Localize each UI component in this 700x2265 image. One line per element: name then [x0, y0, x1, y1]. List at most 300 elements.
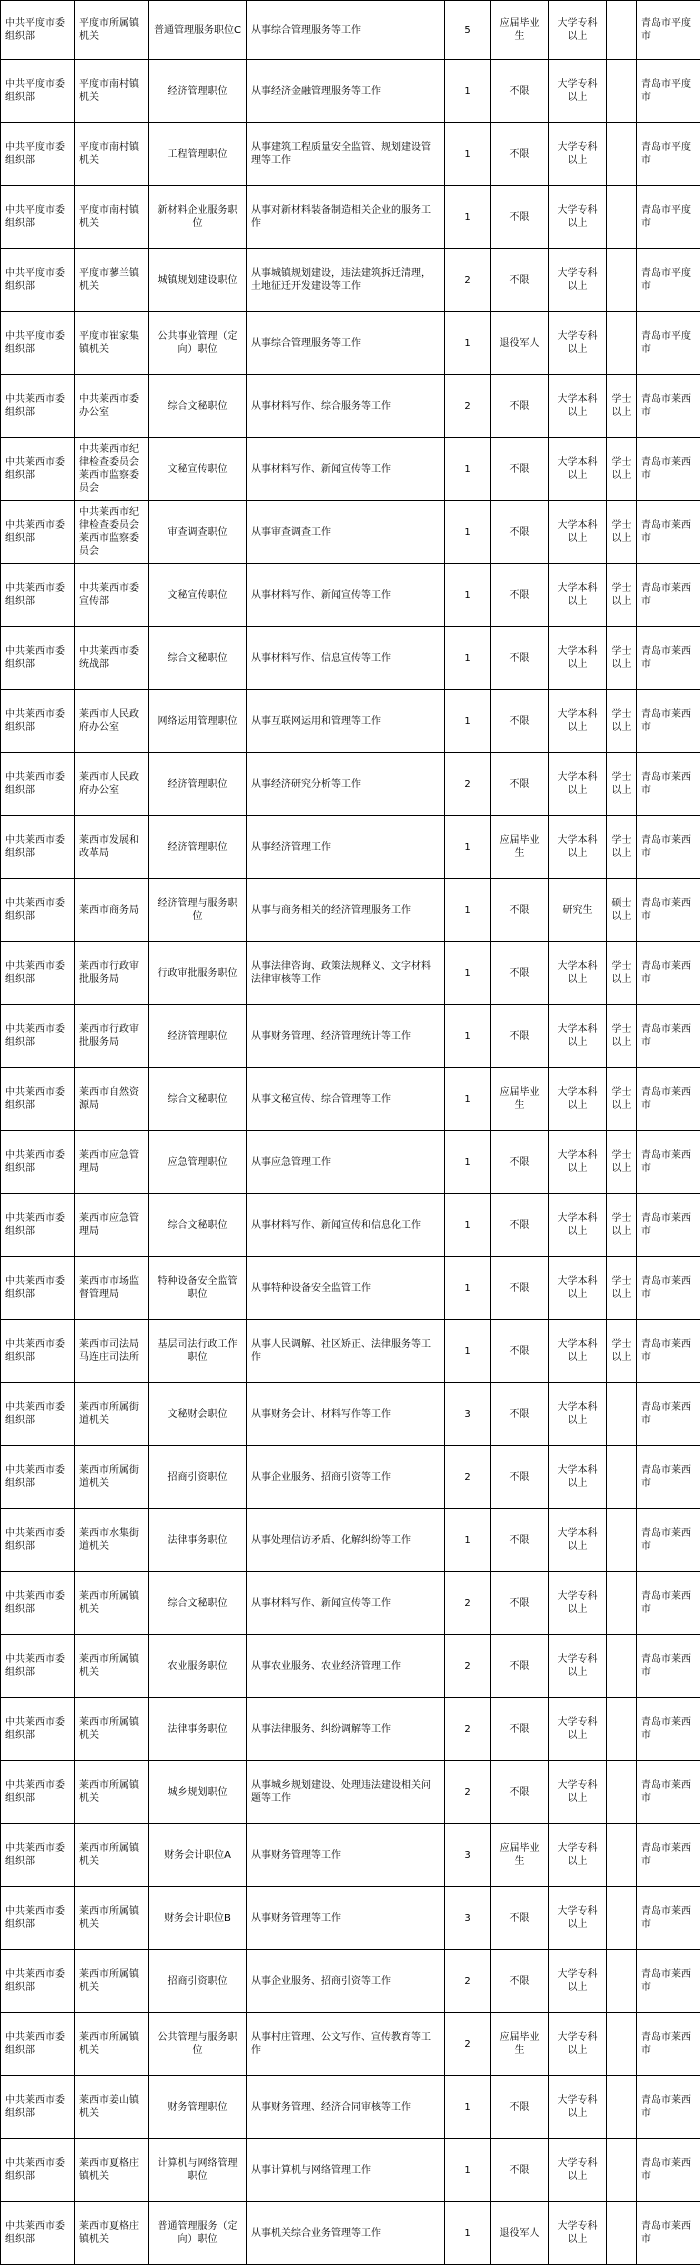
location-cell: 青岛市莱西市 — [637, 564, 700, 627]
table-row — [1, 1, 700, 60]
position-cell: 公共管理与服务职位 — [149, 2013, 247, 2076]
degree-cell — [607, 312, 637, 375]
education-cell: 大学本科以上 — [549, 501, 607, 564]
headcount-cell: 1 — [445, 186, 491, 249]
degree-cell: 学士以上 — [607, 942, 637, 1005]
job-description-cell: 从事农业服务、农业经济管理工作 — [247, 1635, 445, 1698]
position-cell: 财务会计职位B — [149, 1887, 247, 1950]
location-cell: 青岛市莱西市 — [637, 1761, 700, 1824]
location-cell: 青岛市莱西市 — [637, 816, 700, 879]
applicant-type-cell: 不限 — [491, 249, 549, 312]
degree-cell: 学士以上 — [607, 753, 637, 816]
education-cell: 大学本科以上 — [549, 1383, 607, 1446]
recruiting-unit-cell: 中共莱西市委组织部 — [1, 1320, 75, 1383]
degree-cell: 学士以上 — [607, 1194, 637, 1257]
location-cell: 青岛市莱西市 — [637, 375, 700, 438]
job-description-cell: 从事企业服务、招商引资等工作 — [247, 1446, 445, 1509]
degree-cell — [607, 1446, 637, 1509]
location-cell: 青岛市莱西市 — [637, 1887, 700, 1950]
employer-cell: 莱西市行政审批服务局 — [75, 1005, 149, 1068]
employer-cell: 中共莱西市委宣传部 — [75, 564, 149, 627]
position-cell: 综合文秘职位 — [149, 1194, 247, 1257]
education-cell: 大学本科以上 — [549, 1194, 607, 1257]
applicant-type-cell: 应届毕业生 — [491, 1068, 549, 1131]
table-row — [1, 690, 700, 753]
applicant-type-cell: 应届毕业生 — [491, 1, 549, 60]
position-cell: 财务会计职位A — [149, 1824, 247, 1887]
headcount-cell: 1 — [445, 942, 491, 1005]
employer-cell: 莱西市发展和改革局 — [75, 816, 149, 879]
table-row — [1, 375, 700, 438]
employer-cell: 莱西市所属镇机关 — [75, 1761, 149, 1824]
headcount-cell: 3 — [445, 1824, 491, 1887]
degree-cell — [607, 123, 637, 186]
applicant-type-cell: 退役军人 — [491, 312, 549, 375]
degree-cell: 学士以上 — [607, 690, 637, 753]
applicant-type-cell: 不限 — [491, 1194, 549, 1257]
job-description-cell: 从事综合管理服务等工作 — [247, 312, 445, 375]
applicant-type-cell: 应届毕业生 — [491, 2013, 549, 2076]
education-cell: 大学本科以上 — [549, 375, 607, 438]
headcount-cell: 3 — [445, 1383, 491, 1446]
location-cell: 青岛市莱西市 — [637, 1257, 700, 1320]
job-description-cell: 从事企业服务、招商引资等工作 — [247, 1950, 445, 2013]
position-cell: 招商引资职位 — [149, 1446, 247, 1509]
recruiting-unit-cell: 中共莱西市委组织部 — [1, 1509, 75, 1572]
table-row — [1, 1761, 700, 1824]
table-row — [1, 627, 700, 690]
education-cell: 大学本科以上 — [549, 1068, 607, 1131]
recruiting-unit-cell: 中共莱西市委组织部 — [1, 627, 75, 690]
job-description-cell: 从事计算机与网络管理工作 — [247, 2139, 445, 2202]
degree-cell: 学士以上 — [607, 438, 637, 501]
headcount-cell: 3 — [445, 1887, 491, 1950]
position-cell: 工程管理职位 — [149, 123, 247, 186]
education-cell: 大学本科以上 — [549, 1509, 607, 1572]
recruiting-unit-cell: 中共莱西市委组织部 — [1, 1194, 75, 1257]
degree-cell: 学士以上 — [607, 1257, 637, 1320]
table-row — [1, 2202, 700, 2265]
applicant-type-cell: 不限 — [491, 1131, 549, 1194]
employer-cell: 中共莱西市纪律检查委员会莱西市监察委员会 — [75, 501, 149, 564]
table-row — [1, 2139, 700, 2202]
job-description-cell: 从事人民调解、社区矫正、法律服务等工作 — [247, 1320, 445, 1383]
headcount-cell: 2 — [445, 753, 491, 816]
table-row — [1, 1509, 700, 1572]
degree-cell — [607, 1887, 637, 1950]
recruiting-unit-cell: 中共莱西市委组织部 — [1, 2202, 75, 2265]
recruiting-unit-cell: 中共莱西市委组织部 — [1, 816, 75, 879]
education-cell: 大学专科以上 — [549, 1761, 607, 1824]
table-row — [1, 312, 700, 375]
degree-cell — [607, 186, 637, 249]
education-cell: 大学本科以上 — [549, 690, 607, 753]
applicant-type-cell: 不限 — [491, 1320, 549, 1383]
position-cell: 经济管理职位 — [149, 60, 247, 123]
location-cell: 青岛市莱西市 — [637, 438, 700, 501]
headcount-cell: 1 — [445, 1320, 491, 1383]
headcount-cell: 1 — [445, 879, 491, 942]
recruiting-unit-cell: 中共平度市委组织部 — [1, 123, 75, 186]
recruiting-unit-cell: 中共莱西市委组织部 — [1, 2013, 75, 2076]
table-row — [1, 2013, 700, 2076]
education-cell: 大学专科以上 — [549, 312, 607, 375]
recruiting-unit-cell: 中共莱西市委组织部 — [1, 942, 75, 1005]
location-cell: 青岛市平度市 — [637, 249, 700, 312]
employer-cell: 莱西市姜山镇机关 — [75, 2076, 149, 2139]
employer-cell: 平度市南村镇机关 — [75, 186, 149, 249]
degree-cell — [607, 249, 637, 312]
applicant-type-cell: 不限 — [491, 942, 549, 1005]
degree-cell — [607, 1635, 637, 1698]
job-description-cell: 从事综合管理服务等工作 — [247, 1, 445, 60]
degree-cell: 学士以上 — [607, 1005, 637, 1068]
recruiting-unit-cell: 中共莱西市委组织部 — [1, 1761, 75, 1824]
headcount-cell: 1 — [445, 438, 491, 501]
job-description-cell: 从事材料写作、新闻宣传等工作 — [247, 1572, 445, 1635]
position-cell: 综合文秘职位 — [149, 1068, 247, 1131]
headcount-cell: 1 — [445, 1068, 491, 1131]
education-cell: 大学专科以上 — [549, 1950, 607, 2013]
table-row — [1, 1005, 700, 1068]
location-cell: 青岛市莱西市 — [637, 1446, 700, 1509]
headcount-cell: 5 — [445, 1, 491, 60]
location-cell: 青岛市莱西市 — [637, 1005, 700, 1068]
applicant-type-cell: 不限 — [491, 753, 549, 816]
education-cell: 大学专科以上 — [549, 2139, 607, 2202]
job-description-cell: 从事应急管理工作 — [247, 1131, 445, 1194]
location-cell: 青岛市莱西市 — [637, 1068, 700, 1131]
employer-cell: 莱西市夏格庄镇机关 — [75, 2139, 149, 2202]
job-description-cell: 从事材料写作、信息宣传等工作 — [247, 627, 445, 690]
employer-cell: 莱西市所属街道机关 — [75, 1383, 149, 1446]
headcount-cell: 1 — [445, 1257, 491, 1320]
degree-cell: 硕士以上 — [607, 879, 637, 942]
employer-cell: 中共莱西市委统战部 — [75, 627, 149, 690]
applicant-type-cell: 不限 — [491, 501, 549, 564]
education-cell: 大学专科以上 — [549, 2202, 607, 2265]
applicant-type-cell: 不限 — [491, 1635, 549, 1698]
position-cell: 法律事务职位 — [149, 1698, 247, 1761]
employer-cell: 莱西市所属镇机关 — [75, 1887, 149, 1950]
recruiting-unit-cell: 中共莱西市委组织部 — [1, 1005, 75, 1068]
table-row — [1, 753, 700, 816]
recruiting-unit-cell: 中共莱西市委组织部 — [1, 1824, 75, 1887]
education-cell: 大学本科以上 — [549, 1005, 607, 1068]
job-description-cell: 从事法律服务、纠纷调解等工作 — [247, 1698, 445, 1761]
education-cell: 大学本科以上 — [549, 816, 607, 879]
employer-cell: 莱西市所属镇机关 — [75, 1635, 149, 1698]
employer-cell: 莱西市人民政府办公室 — [75, 753, 149, 816]
table-row — [1, 1194, 700, 1257]
applicant-type-cell: 不限 — [491, 690, 549, 753]
table-row — [1, 1320, 700, 1383]
table-row — [1, 249, 700, 312]
job-description-cell: 从事财务管理等工作 — [247, 1887, 445, 1950]
employer-cell: 莱西市所属镇机关 — [75, 1824, 149, 1887]
table-row — [1, 501, 700, 564]
degree-cell — [607, 1, 637, 60]
degree-cell — [607, 1761, 637, 1824]
employer-cell: 莱西市自然资源局 — [75, 1068, 149, 1131]
applicant-type-cell: 不限 — [491, 1509, 549, 1572]
employer-cell: 平度市所属镇机关 — [75, 1, 149, 60]
education-cell: 大学专科以上 — [549, 186, 607, 249]
job-description-cell: 从事审查调查工作 — [247, 501, 445, 564]
location-cell: 青岛市莱西市 — [637, 1131, 700, 1194]
position-cell: 网络运用管理职位 — [149, 690, 247, 753]
employer-cell: 平度市崔家集镇机关 — [75, 312, 149, 375]
table-row — [1, 1950, 700, 2013]
table-row — [1, 879, 700, 942]
table-row — [1, 186, 700, 249]
applicant-type-cell: 不限 — [491, 375, 549, 438]
location-cell: 青岛市莱西市 — [637, 1572, 700, 1635]
job-description-cell: 从事经济管理工作 — [247, 816, 445, 879]
headcount-cell: 1 — [445, 501, 491, 564]
position-cell: 行政审批服务职位 — [149, 942, 247, 1005]
degree-cell — [607, 1950, 637, 2013]
position-cell: 特种设备安全监管职位 — [149, 1257, 247, 1320]
position-cell: 应急管理职位 — [149, 1131, 247, 1194]
education-cell: 大学专科以上 — [549, 1572, 607, 1635]
employer-cell: 莱西市所属镇机关 — [75, 2013, 149, 2076]
job-description-cell: 从事建筑工程质量安全监管、规划建设管理等工作 — [247, 123, 445, 186]
location-cell: 青岛市莱西市 — [637, 942, 700, 1005]
employer-cell: 莱西市商务局 — [75, 879, 149, 942]
recruiting-unit-cell: 中共莱西市委组织部 — [1, 1698, 75, 1761]
position-cell: 法律事务职位 — [149, 1509, 247, 1572]
degree-cell — [607, 2076, 637, 2139]
headcount-cell: 1 — [445, 123, 491, 186]
job-description-cell: 从事材料写作、综合服务等工作 — [247, 375, 445, 438]
location-cell: 青岛市莱西市 — [637, 2076, 700, 2139]
table-row — [1, 438, 700, 501]
table-row — [1, 1635, 700, 1698]
employer-cell: 莱西市夏格庄镇机关 — [75, 2202, 149, 2265]
recruiting-unit-cell: 中共莱西市委组织部 — [1, 1383, 75, 1446]
applicant-type-cell: 不限 — [491, 186, 549, 249]
degree-cell: 学士以上 — [607, 501, 637, 564]
job-description-cell: 从事与商务相关的经济管理服务工作 — [247, 879, 445, 942]
recruiting-unit-cell: 中共莱西市委组织部 — [1, 501, 75, 564]
position-cell: 经济管理与服务职位 — [149, 879, 247, 942]
headcount-cell: 1 — [445, 312, 491, 375]
position-cell: 城乡规划职位 — [149, 1761, 247, 1824]
degree-cell: 学士以上 — [607, 816, 637, 879]
headcount-cell: 1 — [445, 1005, 491, 1068]
recruiting-unit-cell: 中共平度市委组织部 — [1, 312, 75, 375]
job-description-cell: 从事处理信访矛盾、化解纠纷等工作 — [247, 1509, 445, 1572]
education-cell: 大学专科以上 — [549, 249, 607, 312]
job-description-cell: 从事机关综合业务管理等工作 — [247, 2202, 445, 2265]
headcount-cell: 2 — [445, 1950, 491, 2013]
applicant-type-cell: 不限 — [491, 1446, 549, 1509]
recruiting-unit-cell: 中共莱西市委组织部 — [1, 2139, 75, 2202]
position-cell: 基层司法行政工作职位 — [149, 1320, 247, 1383]
job-description-cell: 从事财务管理、经济合同审核等工作 — [247, 2076, 445, 2139]
job-table-body — [1, 1, 700, 2265]
position-cell: 计算机与网络管理职位 — [149, 2139, 247, 2202]
location-cell: 青岛市莱西市 — [637, 753, 700, 816]
employer-cell: 莱西市所属镇机关 — [75, 1698, 149, 1761]
headcount-cell: 1 — [445, 60, 491, 123]
education-cell: 大学专科以上 — [549, 1698, 607, 1761]
headcount-cell: 2 — [445, 1635, 491, 1698]
table-row — [1, 1383, 700, 1446]
employer-cell: 莱西市所属街道机关 — [75, 1446, 149, 1509]
recruiting-unit-cell: 中共莱西市委组织部 — [1, 1068, 75, 1131]
education-cell: 研究生 — [549, 879, 607, 942]
location-cell: 青岛市平度市 — [637, 186, 700, 249]
position-cell: 综合文秘职位 — [149, 1572, 247, 1635]
recruiting-unit-cell: 中共莱西市委组织部 — [1, 564, 75, 627]
recruiting-unit-cell: 中共莱西市委组织部 — [1, 690, 75, 753]
education-cell: 大学本科以上 — [549, 1257, 607, 1320]
location-cell: 青岛市莱西市 — [637, 627, 700, 690]
location-cell: 青岛市莱西市 — [637, 1635, 700, 1698]
degree-cell — [607, 1824, 637, 1887]
job-description-cell: 从事村庄管理、公文写作、宣传教育等工作 — [247, 2013, 445, 2076]
applicant-type-cell: 应届毕业生 — [491, 1824, 549, 1887]
table-row — [1, 1572, 700, 1635]
education-cell: 大学专科以上 — [549, 1887, 607, 1950]
location-cell: 青岛市平度市 — [637, 60, 700, 123]
location-cell: 青岛市莱西市 — [637, 2202, 700, 2265]
location-cell: 青岛市莱西市 — [637, 879, 700, 942]
headcount-cell: 2 — [445, 1446, 491, 1509]
position-cell: 招商引资职位 — [149, 1950, 247, 2013]
applicant-type-cell: 不限 — [491, 564, 549, 627]
location-cell: 青岛市莱西市 — [637, 1194, 700, 1257]
employer-cell: 莱西市行政审批服务局 — [75, 942, 149, 1005]
job-description-cell: 从事财务会计、材料写作等工作 — [247, 1383, 445, 1446]
employer-cell: 中共莱西市纪律检查委员会莱西市监察委员会 — [75, 438, 149, 501]
employer-cell: 莱西市所属镇机关 — [75, 1572, 149, 1635]
table-row — [1, 1068, 700, 1131]
employer-cell: 平度市蓼兰镇机关 — [75, 249, 149, 312]
job-description-cell: 从事材料写作、新闻宣传等工作 — [247, 564, 445, 627]
job-description-cell: 从事经济金融管理服务等工作 — [247, 60, 445, 123]
applicant-type-cell: 不限 — [491, 2139, 549, 2202]
job-description-cell: 从事财务管理等工作 — [247, 1824, 445, 1887]
job-description-cell: 从事财务管理、经济管理统计等工作 — [247, 1005, 445, 1068]
applicant-type-cell: 退役军人 — [491, 2202, 549, 2265]
education-cell: 大学专科以上 — [549, 123, 607, 186]
recruiting-unit-cell: 中共平度市委组织部 — [1, 60, 75, 123]
position-cell: 新材料企业服务职位 — [149, 186, 247, 249]
table-row — [1, 942, 700, 1005]
education-cell: 大学本科以上 — [549, 942, 607, 1005]
applicant-type-cell: 不限 — [491, 1761, 549, 1824]
applicant-type-cell: 应届毕业生 — [491, 816, 549, 879]
location-cell: 青岛市莱西市 — [637, 1824, 700, 1887]
table-row — [1, 1824, 700, 1887]
position-cell: 经济管理职位 — [149, 1005, 247, 1068]
table-row — [1, 1887, 700, 1950]
applicant-type-cell: 不限 — [491, 1887, 549, 1950]
headcount-cell: 1 — [445, 2202, 491, 2265]
position-cell: 文秘宣传职位 — [149, 438, 247, 501]
recruiting-unit-cell: 中共莱西市委组织部 — [1, 1950, 75, 2013]
education-cell: 大学本科以上 — [549, 627, 607, 690]
recruiting-unit-cell: 中共莱西市委组织部 — [1, 1257, 75, 1320]
position-cell: 审查调查职位 — [149, 501, 247, 564]
headcount-cell: 2 — [445, 1698, 491, 1761]
employer-cell: 莱西市应急管理局 — [75, 1131, 149, 1194]
recruiting-unit-cell: 中共莱西市委组织部 — [1, 753, 75, 816]
applicant-type-cell: 不限 — [491, 438, 549, 501]
headcount-cell: 2 — [445, 1572, 491, 1635]
recruiting-unit-cell: 中共莱西市委组织部 — [1, 1446, 75, 1509]
recruiting-unit-cell: 中共莱西市委组织部 — [1, 879, 75, 942]
headcount-cell: 1 — [445, 2076, 491, 2139]
employer-cell: 平度市南村镇机关 — [75, 123, 149, 186]
employer-cell: 莱西市水集街道机关 — [75, 1509, 149, 1572]
employer-cell: 莱西市市场监督管理局 — [75, 1257, 149, 1320]
degree-cell — [607, 1383, 637, 1446]
location-cell: 青岛市莱西市 — [637, 1509, 700, 1572]
location-cell: 青岛市平度市 — [637, 123, 700, 186]
table-row — [1, 816, 700, 879]
degree-cell — [607, 2139, 637, 2202]
degree-cell — [607, 60, 637, 123]
employer-cell: 莱西市人民政府办公室 — [75, 690, 149, 753]
table-row — [1, 564, 700, 627]
degree-cell — [607, 2013, 637, 2076]
degree-cell: 学士以上 — [607, 627, 637, 690]
employer-cell: 莱西市司法局马连庄司法所 — [75, 1320, 149, 1383]
position-cell: 农业服务职位 — [149, 1635, 247, 1698]
education-cell: 大学专科以上 — [549, 60, 607, 123]
location-cell: 青岛市平度市 — [637, 312, 700, 375]
degree-cell — [607, 2202, 637, 2265]
table-row — [1, 1446, 700, 1509]
location-cell: 青岛市平度市 — [637, 1, 700, 60]
applicant-type-cell: 不限 — [491, 2076, 549, 2139]
applicant-type-cell: 不限 — [491, 1383, 549, 1446]
table-row — [1, 1131, 700, 1194]
position-cell: 财务管理职位 — [149, 2076, 247, 2139]
education-cell: 大学本科以上 — [549, 1131, 607, 1194]
applicant-type-cell: 不限 — [491, 123, 549, 186]
applicant-type-cell: 不限 — [491, 627, 549, 690]
job-description-cell: 从事对新材料装备制造相关企业的服务工作 — [247, 186, 445, 249]
recruiting-unit-cell: 中共平度市委组织部 — [1, 249, 75, 312]
education-cell: 大学本科以上 — [549, 438, 607, 501]
headcount-cell: 1 — [445, 1509, 491, 1572]
job-description-cell: 从事材料写作、新闻宣传等工作 — [247, 438, 445, 501]
position-cell: 城镇规划建设职位 — [149, 249, 247, 312]
job-description-cell: 从事城乡规划建设、处理违法建设相关问题等工作 — [247, 1761, 445, 1824]
education-cell: 大学本科以上 — [549, 564, 607, 627]
applicant-type-cell: 不限 — [491, 1698, 549, 1761]
education-cell: 大学专科以上 — [549, 2013, 607, 2076]
headcount-cell: 2 — [445, 249, 491, 312]
applicant-type-cell: 不限 — [491, 879, 549, 942]
headcount-cell: 1 — [445, 690, 491, 753]
position-cell: 公共事业管理（定向）职位 — [149, 312, 247, 375]
education-cell: 大学本科以上 — [549, 1446, 607, 1509]
position-cell: 综合文秘职位 — [149, 375, 247, 438]
position-cell: 综合文秘职位 — [149, 627, 247, 690]
headcount-cell: 1 — [445, 1131, 491, 1194]
location-cell: 青岛市莱西市 — [637, 501, 700, 564]
position-cell: 普通管理服务（定向）职位 — [149, 2202, 247, 2265]
job-description-cell: 从事特种设备安全监管工作 — [247, 1257, 445, 1320]
education-cell: 大学本科以上 — [549, 753, 607, 816]
position-cell: 普通管理服务职位C — [149, 1, 247, 60]
